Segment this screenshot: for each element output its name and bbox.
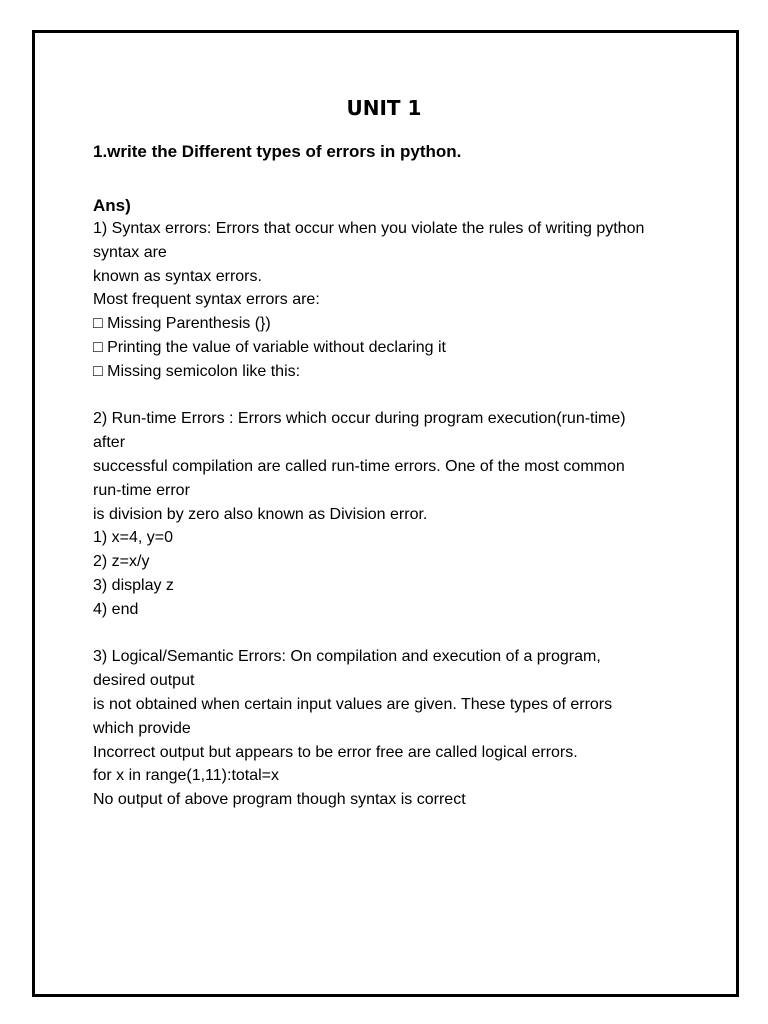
text-line: Most frequent syntax errors are:	[93, 291, 320, 309]
text-line: 3) Logical/Semantic Errors: On compilation and execution of a program,	[93, 648, 601, 666]
code-line: for x in range(1,11):total=x	[93, 767, 280, 785]
text-line: which provide	[93, 719, 191, 737]
text-line: is division by zero also known as Division error.	[93, 505, 428, 523]
text-line: Incorrect output but appears to be error free are called logical errors.	[93, 743, 578, 761]
text-line: after	[93, 434, 126, 452]
text-line: desired output	[93, 672, 195, 690]
text-line: 2) Run-time Errors : Errors which occur during program execution(run-time)	[93, 410, 626, 428]
bullet-item: □ Missing Parenthesis (})	[93, 315, 271, 333]
logical-errors-section	[93, 645, 693, 812]
bullet-item: □ Printing the value of variable without declaring it	[93, 338, 446, 356]
code-step: 1) x=4, y=0	[93, 529, 174, 547]
page-title: UNIT 1	[346, 96, 422, 120]
text-line: successful compilation are called run-time errors. One of the most common	[93, 457, 625, 475]
code-step: 3) display z	[93, 576, 174, 594]
bullet-item: □ Missing semicolon like this:	[93, 362, 301, 380]
code-step: 4) end	[93, 600, 139, 618]
question-heading: 1.write the Different types of errors in python.	[93, 142, 462, 161]
spacer	[93, 384, 693, 408]
code-step: 2) z=x/y	[93, 553, 150, 571]
text-line: 1) Syntax errors: Errors that occur when you violate the rules of writing python	[93, 220, 645, 237]
text-line: syntax are	[93, 243, 167, 261]
text-line: known as syntax errors.	[93, 267, 262, 285]
text-line: run-time error	[93, 481, 190, 499]
spacer	[93, 622, 693, 646]
text-line: No output of above program though syntax is correct	[93, 791, 466, 809]
syntax-errors-section	[93, 217, 693, 384]
text-line: is not obtained when certain input values are given. These types of errors	[93, 695, 613, 713]
runtime-errors-section	[93, 407, 693, 621]
document-body	[93, 141, 693, 812]
answer-label: Ans)	[93, 196, 131, 215]
